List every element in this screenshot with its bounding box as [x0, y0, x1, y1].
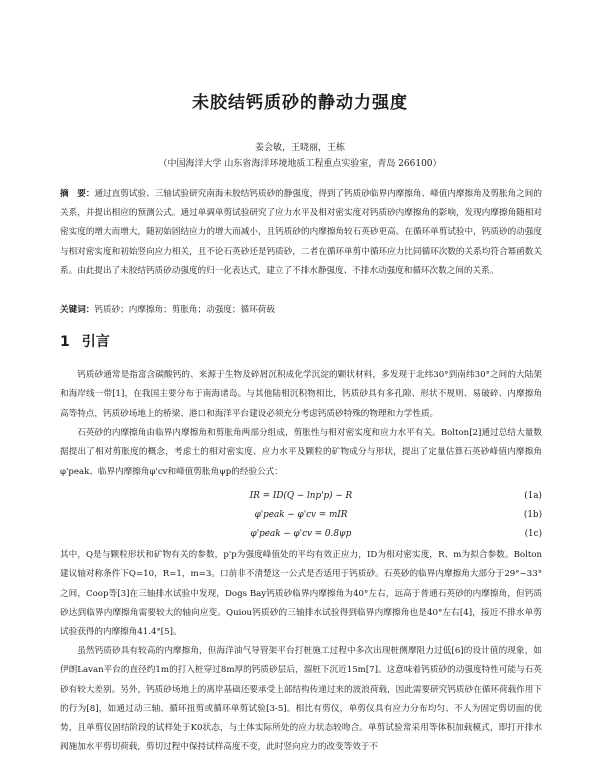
- authors-line: 姜会敏，王晓丽，王栋: [254, 143, 345, 153]
- paragraph-2: 石英砂的内摩擦角由临界内摩擦角和剪胀角两部分组成，剪胀性与相对密实度和应力水平有关。Bolton[2]通过总结大量数据提出了相对剪胀度的概念，考虑土的相对密实度、应力水平及颗粒的矿物成分与形状，提出了定量估算石英砂峰值内摩擦角φ'peak、临界内摩擦角φ'cv和峰值剪胀角ψp的经验公式：: [60, 428, 542, 477]
- section-number: 1: [60, 334, 70, 350]
- paragraph-4: 虽然钙质砂具有较高的内摩擦角，但海洋油气导管架平台打桩施工过程中多次出现桩侧摩阻力过低[6]的设计值的现象，如伊朗Lavan平台的直径约1m的打入桩穿过8m厚的钙质砂层后，溜桩下沉近15m[7]。这意味着钙质砂的动强度特性可能与石英砂有较大差别。另外，钙质砂场地上的离岸基础还要承受上部结构传递过来的波浪荷载，因此需要研究钙质砂在循环荷载作用下的行为[8]，如通过动三轴、循环扭剪或循环单剪试验[3-5]。相比有剪仪，单剪仪具有应力分布均匀、不人为固定剪切面的优势，且单剪仪固结阶段的试样处于K0状态，与土体实际所处的应力状态较吻合。单剪试验常采用等体积加载模式，即打开排水阀施加水平剪切荷载，剪切过程中保持试样高度不变，此时竖向应力的改变等效于不: [60, 646, 542, 753]
- affiliation-line: （中国海洋大学 山东省海洋环境地质工程重点实验室，青岛 266100）: [158, 159, 442, 169]
- equation-1c-expr: φ'peak − φ'cv = 0.8ψp: [250, 529, 352, 539]
- paragraph-3: 其中，Q是与颗粒形状和矿物有关的参数，p'p为强度峰值处的平均有效正应力，ID为相对密实度，R、m为拟合参数。Bolton建议轴对称条件下Q=10，R=1，m=3。口前非不清楚这一公式是否适用于钙质砂。石英砂的临界内摩擦角大部分于29°~33°之间，Coop等[3]在三轴排水试验中发现，Dogs Bay钙质砂临界内摩擦角为40°左右，远高于普通石英砂的内摩擦角，但钙质砂达到临界内摩擦角需要较大的轴向应变。Quiou钙质砂的三轴排水试验得到临界内摩擦角也是40°左右[4]，接近不排水单剪试验获得的内摩擦角41.4°[5]。: [60, 550, 542, 638]
- abstract-text: 通过直剪试验、三轴试验研究南海未胶结钙质砂的静强度，得到了钙质砂临界内摩擦角、峰值内摩擦角及剪胀角之间的关系，并提出相应的预测公式。通过单调单剪试验研究了应力水平及相对密实度对钙质砂内摩擦角的影响，发现内摩擦角随相对密实度的增大而增大，随初始固结应力的增大而减小，且钙质砂的内摩擦角较石英砂更高。在循环单剪试验中，钙质砂的动强度与相对密实度和初始竖向应力相关，且不论石英砂还是钙质砂，二者在循环单剪中循环应力比同循环次数的关系均符合幂函数关系。由此提出了未胶结钙质砂动强度的归一化表达式，建立了不排水静强度、不排水动强度和循环次数之间的关系。: [60, 189, 542, 276]
- section-heading: [60, 331, 122, 351]
- keywords-text: 钙质砂；内摩擦角；剪胀角；动强度；循环荷载: [94, 305, 275, 315]
- equation-1b-expr: φ'peak − φ'cv = mIR: [254, 510, 348, 520]
- equation-1c-number: (1c): [524, 529, 542, 539]
- keywords: [60, 302, 542, 318]
- equation-1a-number: (1a): [524, 491, 542, 501]
- keywords-label: 关键词：: [60, 305, 95, 315]
- paragraph-1: 钙质砂通常是指富含碳酸钙的、来源于生物及碎屑沉积成化学沉淀的颗状材料，多发现于北纬30°到南纬30°之间的大陆架和海岸线一带[1]，在我国主要分布于南海诸岛。与其他陆相沉积物相比，钙质砂具有多孔隙、形状不规则、易破碎、内摩擦角高等特点，钙质砂场地上的桥梁、港口和海洋平台建设必须充分考虑钙质砂特殊的物理和力学性质。: [60, 370, 542, 419]
- abstract: [60, 185, 542, 281]
- equation-1b-number: (1b): [523, 510, 542, 520]
- paper-title: 未胶结钙质砂的静动力强度: [192, 93, 408, 113]
- section-title: 引言: [81, 334, 110, 350]
- abstract-label: 摘 要：: [60, 189, 95, 199]
- equation-1a-expr: IR = ID(Q − lnp'p) − R: [249, 491, 353, 501]
